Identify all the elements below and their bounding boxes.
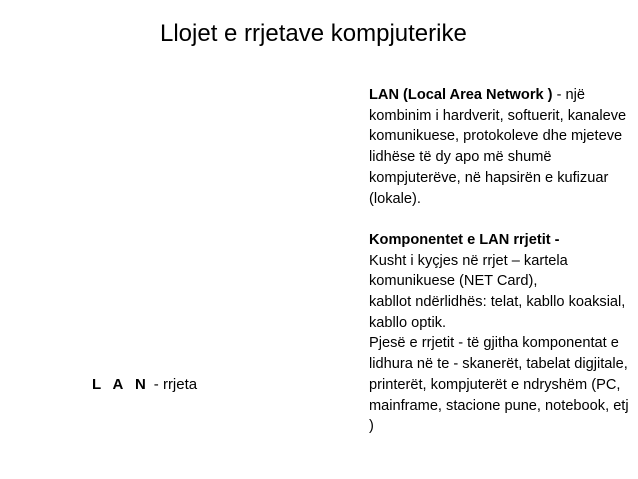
- lan-word: L A N: [92, 376, 150, 393]
- components-heading: Komponentet e LAN rrjetit -: [369, 231, 560, 248]
- lan-label-suffix: - rrjeta: [153, 376, 198, 393]
- components-line: Pjesë e rrjetit - të gjitha komponentat e lidhura në te - skanerët, tabelat digjitale, printerët, kompjuterët e ndryshëm (PC, mainframe, stacione pune, notebook, etj ): [369, 335, 629, 435]
- lan-definition: [369, 85, 631, 209]
- lan-definition-heading: LAN (Local Area Network ): [369, 87, 553, 103]
- content-text-block: [369, 85, 631, 437]
- lan-definition-text: - një kombinim i hardverit, softuerit, kanaleve komunikuese, protokoleve dhe mjeteve lidhëse të dy apo më shumë kompjuterëve, në hapsirën e kufizuar (lokale).: [369, 87, 627, 207]
- lan-label: [92, 375, 197, 395]
- slide-title: Llojet e rrjetave kompjuterike: [160, 20, 467, 47]
- paragraph-spacer: [369, 209, 631, 230]
- components-line: kabllot ndërlidhës: telat, kabllo koaksial, kabllo optik.: [369, 294, 626, 331]
- components-line: Kusht i kyçjes në rrjet – kartela komunikuese (NET Card),: [369, 252, 568, 290]
